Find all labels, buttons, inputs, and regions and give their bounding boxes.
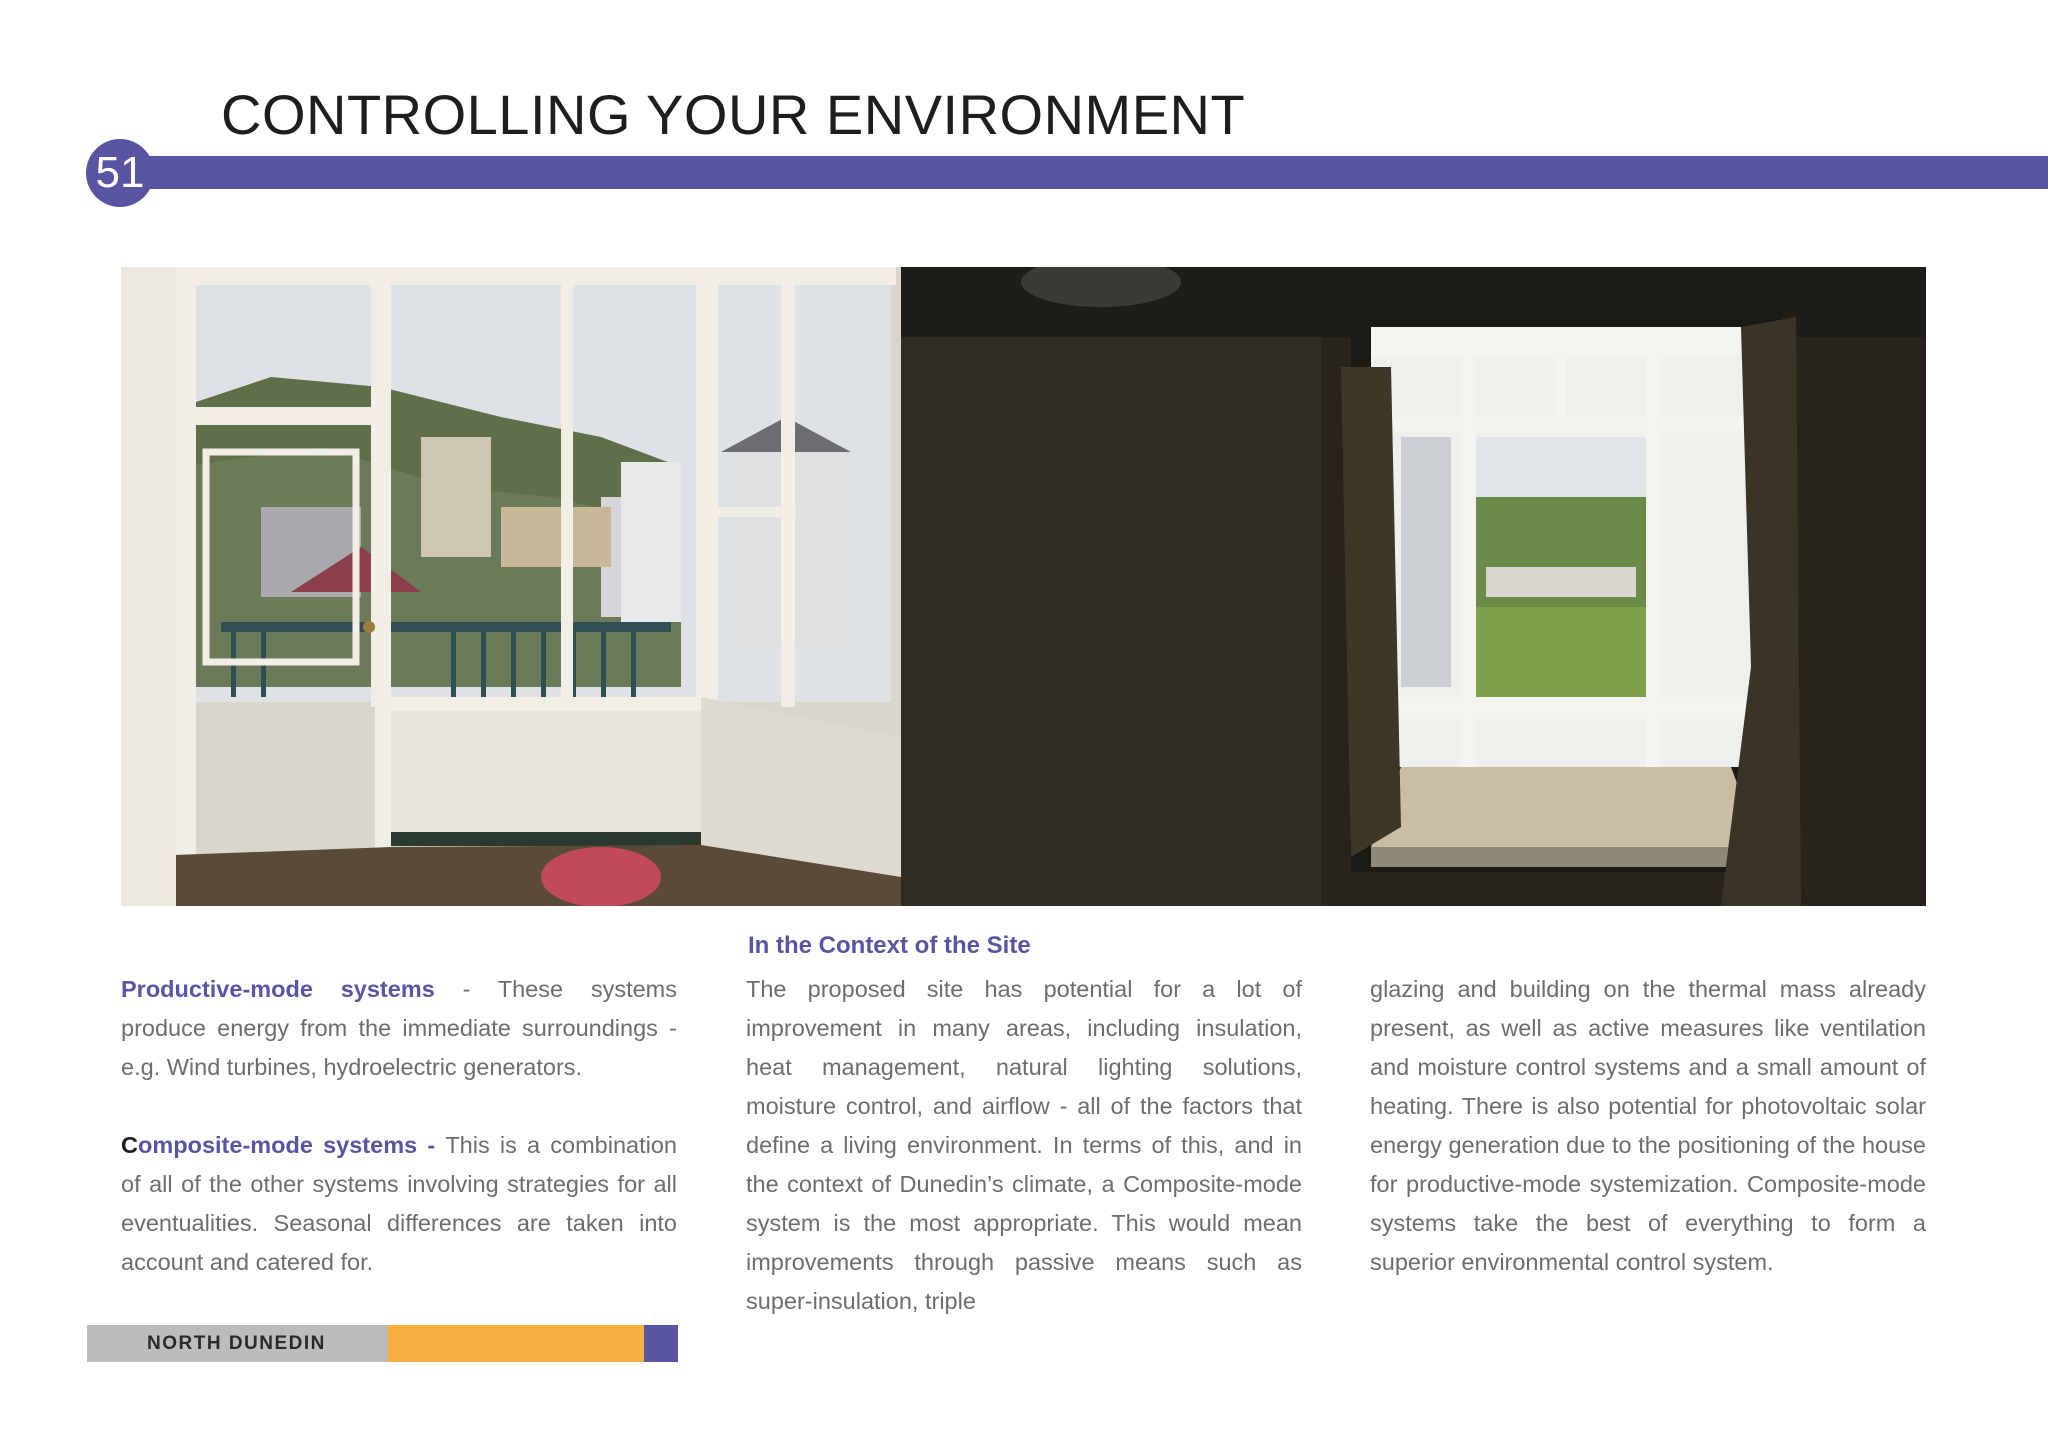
composite-mode-text: This is a combination of all of the other systems involving strategies for all eventualities. Seasonal differences are taken into account and catered for. — [121, 1132, 677, 1275]
footer-label: NORTH DUNEDIN — [147, 1333, 326, 1354]
title-bar — [125, 156, 2048, 189]
bedroom-bay-window-photo — [901, 267, 1926, 906]
site-context-text-1: The proposed site has potential for a lot of improvement in many areas, including insulation, heat management, natural lighting solutions, moisture control, and airflow - all of the factors that define a living environment. In terms of this, and in the context of Dunedin’s climate, a Composite-mode system is the most appropriate. This would mean improvements through passive means such as super-insulation, triple — [746, 976, 1302, 1314]
sunroom-photo — [121, 267, 901, 906]
text-column-1 — [121, 970, 677, 1282]
text-column-3 — [1370, 970, 1926, 1282]
productive-mode-term: Productive-mode systems — [121, 976, 435, 1002]
composite-mode-initial: C — [121, 1132, 138, 1158]
productive-mode-text: - These systems produce energy from the immediate surroundings - e.g. Wind turbines, hydroelectric generators. — [121, 976, 677, 1080]
composite-mode-dash: - — [417, 1132, 446, 1158]
composite-mode-term: omposite-mode systems — [137, 1132, 418, 1158]
site-context-text-2: glazing and building on the thermal mass already present, as well as active measures like ventilation and moisture control systems and a small amount of heating. There is also potential for photovoltaic solar energy generation due to the positioning of the house for productive-mode systemization. Composite-mode systems take the best of everything to form a superior environmental control system. — [1370, 976, 1926, 1275]
page-number-badge: 51 — [86, 139, 154, 207]
footer-purple-segment — [644, 1325, 678, 1362]
footer-orange-segment — [388, 1325, 644, 1362]
text-column-2 — [746, 970, 1302, 1321]
composite-mode-paragraph — [121, 1126, 677, 1282]
productive-mode-paragraph — [121, 970, 677, 1087]
page-title: CONTROLLING YOUR ENVIRONMENT — [221, 83, 1246, 146]
section-heading: In the Context of the Site — [748, 932, 1031, 959]
footer-bar — [87, 1325, 678, 1362]
